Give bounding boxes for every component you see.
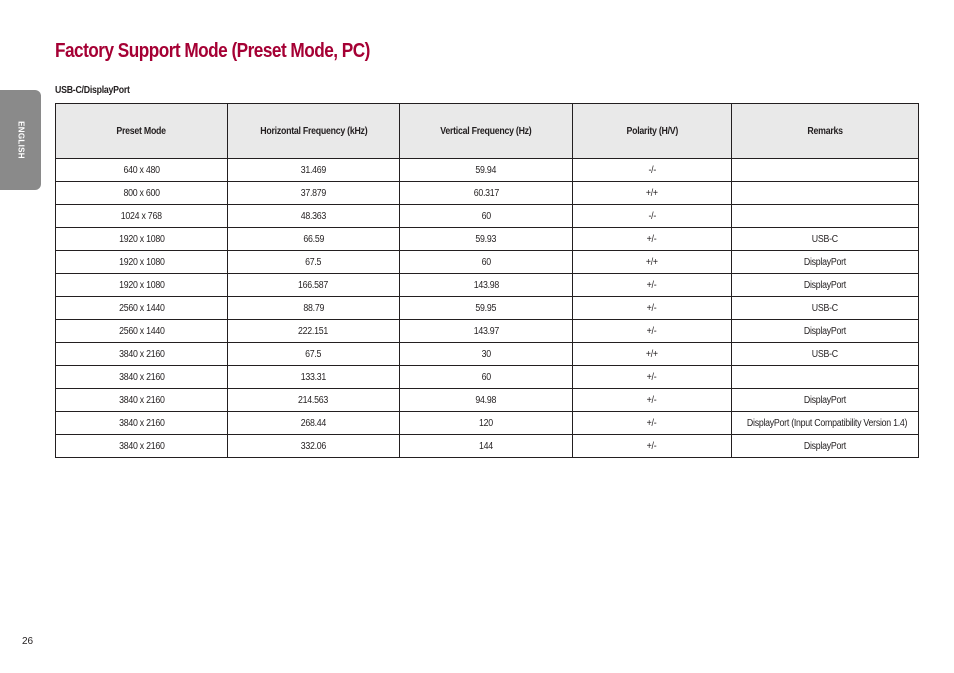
table-row — [56, 366, 919, 389]
cell-preset-mode — [56, 435, 228, 458]
cell-value: 48.363 — [300, 210, 327, 222]
cell-value: 143.98 — [473, 279, 499, 291]
header-vertical-frequency — [400, 104, 573, 159]
header-polarity — [573, 104, 732, 159]
cell-value: 60 — [481, 210, 491, 222]
cell-polarity — [573, 182, 732, 205]
cell-value: +/+ — [646, 187, 658, 199]
cell-remarks — [732, 343, 919, 366]
cell-remarks — [732, 320, 919, 343]
cell-value: 37.879 — [300, 187, 327, 199]
cell-value: 59.94 — [475, 164, 497, 176]
page-number: 26 — [22, 636, 34, 647]
cell-value: -/- — [648, 164, 656, 176]
cell-horizontal-frequency — [228, 159, 400, 182]
cell-value: 1920 x 1080 — [118, 279, 165, 291]
page-title: Factory Support Mode (Preset Mode, PC) — [55, 40, 370, 62]
cell-value: DisplayPort (Input Compatibility Version 1.4) — [746, 417, 908, 429]
cell-value: 60.317 — [473, 187, 499, 199]
cell-remarks — [732, 366, 919, 389]
cell-value: +/+ — [646, 348, 658, 360]
header-label: Polarity (H/V) — [626, 125, 678, 137]
cell-value: 94.98 — [475, 394, 497, 406]
cell-value: 2560 x 1440 — [118, 325, 165, 337]
cell-remarks — [732, 159, 919, 182]
cell-horizontal-frequency — [228, 389, 400, 412]
cell-value: 120 — [479, 417, 493, 429]
cell-value: DisplayPort — [803, 256, 847, 268]
cell-polarity — [573, 412, 732, 435]
cell-value: 1920 x 1080 — [118, 233, 165, 245]
header-label: Vertical Frequency (Hz) — [440, 125, 532, 137]
cell-preset-mode — [56, 228, 228, 251]
cell-value: +/+ — [646, 256, 658, 268]
table-body — [56, 159, 919, 458]
cell-preset-mode — [56, 297, 228, 320]
cell-horizontal-frequency — [228, 320, 400, 343]
table-row — [56, 320, 919, 343]
cell-polarity — [573, 159, 732, 182]
cell-value: +/- — [647, 394, 657, 406]
cell-preset-mode — [56, 205, 228, 228]
table-row — [56, 297, 919, 320]
header-label: Remarks — [807, 125, 843, 137]
cell-remarks — [732, 205, 919, 228]
cell-value: USB-C — [811, 302, 839, 314]
cell-value: 332.06 — [300, 440, 327, 452]
cell-value: 268.44 — [300, 417, 327, 429]
cell-polarity — [573, 320, 732, 343]
cell-vertical-frequency — [400, 320, 573, 343]
cell-remarks — [732, 228, 919, 251]
table-row — [56, 228, 919, 251]
cell-value: 214.563 — [298, 394, 329, 406]
cell-vertical-frequency — [400, 297, 573, 320]
header-label: Horizontal Frequency (kHz) — [259, 125, 368, 137]
header-remarks — [732, 104, 919, 159]
section-subtitle: USB-C/DisplayPort — [55, 85, 130, 96]
cell-horizontal-frequency — [228, 297, 400, 320]
cell-polarity — [573, 366, 732, 389]
table-row — [56, 205, 919, 228]
cell-value: 3840 x 2160 — [118, 417, 165, 429]
cell-value: 640 x 480 — [123, 164, 160, 176]
table-row — [56, 159, 919, 182]
table-row — [56, 343, 919, 366]
header-preset-mode — [56, 104, 228, 159]
cell-vertical-frequency — [400, 251, 573, 274]
cell-preset-mode — [56, 343, 228, 366]
cell-vertical-frequency — [400, 274, 573, 297]
cell-horizontal-frequency — [228, 412, 400, 435]
cell-preset-mode — [56, 251, 228, 274]
cell-value: +/- — [647, 233, 657, 245]
cell-vertical-frequency — [400, 343, 573, 366]
cell-polarity — [573, 205, 732, 228]
cell-remarks — [732, 274, 919, 297]
table-row — [56, 182, 919, 205]
cell-value: +/- — [647, 371, 657, 383]
cell-polarity — [573, 228, 732, 251]
cell-polarity — [573, 251, 732, 274]
cell-value: USB-C — [811, 233, 839, 245]
table-row — [56, 251, 919, 274]
cell-horizontal-frequency — [228, 228, 400, 251]
cell-preset-mode — [56, 389, 228, 412]
cell-value: 67.5 — [305, 348, 322, 360]
cell-preset-mode — [56, 159, 228, 182]
cell-polarity — [573, 343, 732, 366]
cell-remarks — [732, 182, 919, 205]
cell-value: USB-C — [811, 348, 839, 360]
cell-vertical-frequency — [400, 435, 573, 458]
cell-remarks — [732, 389, 919, 412]
cell-value: +/- — [647, 417, 657, 429]
cell-value: 800 x 600 — [123, 187, 160, 199]
cell-value: 3840 x 2160 — [118, 371, 165, 383]
cell-horizontal-frequency — [228, 251, 400, 274]
table-row — [56, 274, 919, 297]
language-tab — [0, 90, 41, 190]
cell-vertical-frequency — [400, 412, 573, 435]
cell-value: 59.95 — [475, 302, 497, 314]
cell-polarity — [573, 389, 732, 412]
cell-value: 30 — [481, 348, 491, 360]
cell-value: DisplayPort — [803, 279, 847, 291]
cell-value: DisplayPort — [803, 440, 847, 452]
cell-value: 66.59 — [303, 233, 324, 245]
cell-value: 67.5 — [305, 256, 322, 268]
cell-horizontal-frequency — [228, 205, 400, 228]
cell-vertical-frequency — [400, 228, 573, 251]
language-tab-label: ENGLISH — [16, 121, 25, 159]
cell-vertical-frequency — [400, 205, 573, 228]
header-label: Preset Mode — [116, 125, 167, 137]
cell-value: DisplayPort — [803, 394, 847, 406]
cell-value: 133.31 — [300, 371, 327, 383]
cell-preset-mode — [56, 274, 228, 297]
cell-polarity — [573, 435, 732, 458]
table-row — [56, 435, 919, 458]
cell-value: 60 — [481, 256, 491, 268]
cell-value: 3840 x 2160 — [118, 348, 165, 360]
cell-value: 31.469 — [300, 164, 327, 176]
cell-value: +/- — [647, 302, 657, 314]
cell-value: 1920 x 1080 — [118, 256, 165, 268]
cell-value: +/- — [647, 440, 657, 452]
cell-value: 2560 x 1440 — [118, 302, 165, 314]
cell-preset-mode — [56, 412, 228, 435]
cell-value: 3840 x 2160 — [118, 440, 165, 452]
cell-value: 222.151 — [298, 325, 329, 337]
cell-polarity — [573, 297, 732, 320]
cell-value: DisplayPort — [803, 325, 847, 337]
cell-vertical-frequency — [400, 159, 573, 182]
cell-horizontal-frequency — [228, 182, 400, 205]
cell-horizontal-frequency — [228, 274, 400, 297]
cell-value: -/- — [648, 210, 656, 222]
cell-value: 143.97 — [473, 325, 499, 337]
cell-vertical-frequency — [400, 389, 573, 412]
cell-value: 1024 x 768 — [121, 210, 162, 222]
table-row — [56, 389, 919, 412]
cell-remarks — [732, 251, 919, 274]
cell-value: 166.587 — [298, 279, 329, 291]
cell-horizontal-frequency — [228, 435, 400, 458]
cell-preset-mode — [56, 182, 228, 205]
cell-vertical-frequency — [400, 366, 573, 389]
cell-remarks — [732, 435, 919, 458]
cell-value: 88.79 — [303, 302, 324, 314]
cell-polarity — [573, 274, 732, 297]
table-row — [56, 412, 919, 435]
cell-preset-mode — [56, 320, 228, 343]
cell-remarks — [732, 297, 919, 320]
cell-value: +/- — [647, 325, 657, 337]
cell-vertical-frequency — [400, 182, 573, 205]
cell-value: 3840 x 2160 — [118, 394, 165, 406]
cell-remarks — [732, 412, 919, 435]
cell-value: 144 — [479, 440, 493, 452]
cell-value: +/- — [647, 279, 657, 291]
header-horizontal-frequency — [228, 104, 400, 159]
cell-value: 59.93 — [475, 233, 497, 245]
cell-value: 60 — [481, 371, 491, 383]
cell-horizontal-frequency — [228, 343, 400, 366]
table-header-row — [56, 104, 919, 159]
preset-mode-table — [55, 103, 919, 458]
cell-preset-mode — [56, 366, 228, 389]
cell-horizontal-frequency — [228, 366, 400, 389]
